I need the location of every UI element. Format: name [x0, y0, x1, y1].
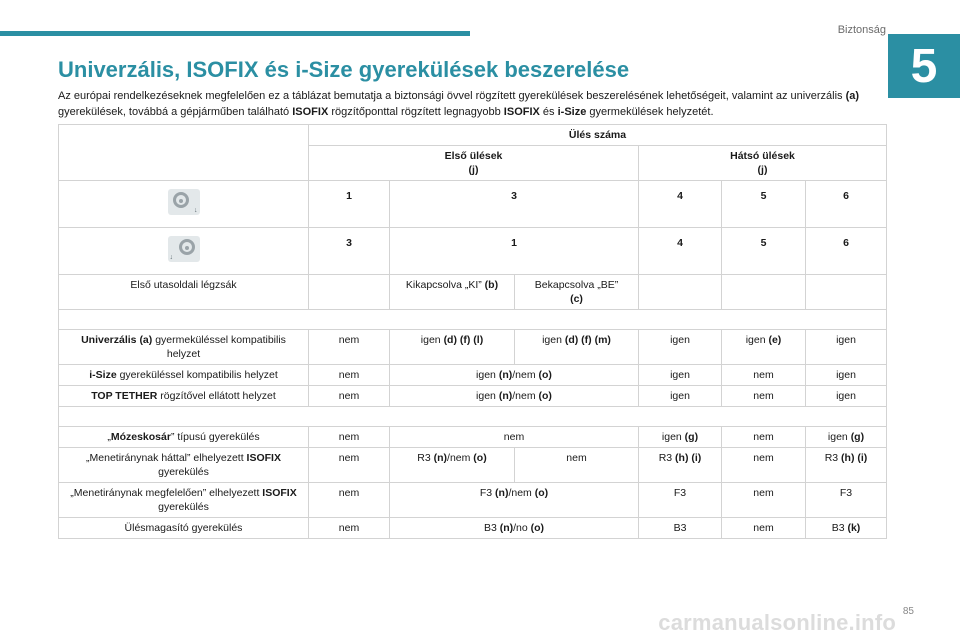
rear-seats-header: Hátsó ülések (j) — [639, 146, 887, 181]
table-row: Ülésmagasító gyerekülés nem B3 (n)/no (o) B3 nem B3 (k) — [59, 518, 887, 539]
table-row: „Mózeskosár” típusú gyerekülés nem nem igen (g) nem igen (g) — [59, 427, 887, 448]
table-row: i-Size gyereküléssel kompatibilis helyzet nem igen (n)/nem (o) igen nem igen — [59, 365, 887, 386]
table-row: Univerzális (a) gyermeküléssel kompatibilis helyzet nem igen (d) (f) (l) igen (d) (f) (m) igen igen (e) igen — [59, 330, 887, 365]
section-label: Biztonság — [837, 24, 886, 36]
right-hand-drive-icon: ↓ — [168, 236, 200, 262]
left-hand-drive-icon: ↓ — [168, 189, 200, 215]
intro-paragraph: Az európai rendelkezéseknek megfelelően ez a táblázat bemutatja a biztonsági övvel rögzített gyerekülések beszerelésének lehetőségeit, valamint az univerzális (a) gyerekülések, továbbá a gépjárműben található ISOFIX rögzítőponttal rögzített legnagyobb ISOFIX és i-Size gyermekülések helyzetét. — [58, 90, 860, 118]
airbag-off: Kikapcsolva „KI” (b) — [390, 275, 515, 310]
watermark: carmanualsonline.info — [658, 610, 896, 635]
lhd-icon-cell — [59, 181, 309, 228]
airbag-label: Első utasoldali légzsák — [59, 275, 309, 310]
page-number: 85 — [902, 606, 914, 617]
chapter-number-badge: 5 — [888, 34, 960, 98]
front-seats-header: Első ülések (j) — [309, 146, 639, 181]
airbag-on: Bekapcsolva „BE” (c) — [515, 275, 639, 310]
child-seat-table — [58, 124, 887, 539]
table-row — [59, 407, 887, 427]
table-row: „Menetiránynak háttal” elhelyezett ISOFIX gyerekülés nem R3 (n)/nem (o) nem R3 (h) (i) nem R3 (h) (i) — [59, 448, 887, 483]
seat-number-header: Ülés száma — [309, 125, 887, 146]
table-row — [59, 125, 887, 146]
page-title: Univerzális, ISOFIX és i-Size gyerekülések beszerelése — [58, 57, 630, 82]
table-row: ↓ 3 1 4 5 6 — [59, 228, 887, 275]
rhd-icon-cell — [59, 228, 309, 275]
table-row: „Menetiránynak megfelelően” elhelyezett ISOFIX gyerekülés nem F3 (n)/nem (o) F3 nem F3 — [59, 483, 887, 518]
table-row — [59, 275, 887, 310]
table-corner-cell — [59, 125, 309, 181]
table-row: TOP TETHER rögzítővel ellátott helyzet nem igen (n)/nem (o) igen nem igen — [59, 386, 887, 407]
header-accent-bar — [0, 31, 470, 36]
table-row — [59, 310, 887, 330]
table-row: ↓ 1 3 4 5 6 — [59, 181, 887, 228]
